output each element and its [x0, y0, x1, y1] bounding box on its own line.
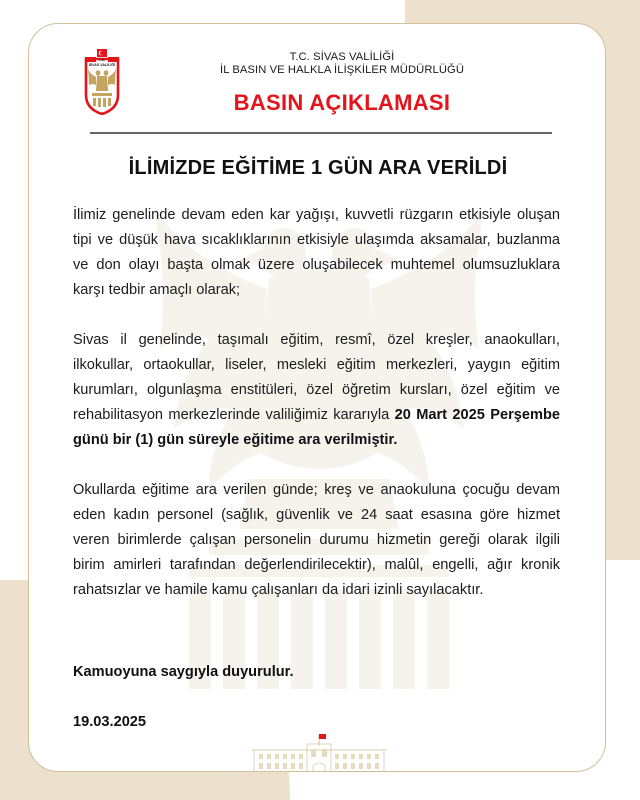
- department-name: İL BASIN VE HALKLA İLİŞKİLER MÜDÜRLÜĞÜ: [220, 63, 464, 76]
- paragraph-3: Okullarda eğitime ara verilen günde; kreş ve anaokuluna çocuğu devam eden kadın personel (sağlık, güvenlik ve 24 saat esasına göre hizmet veren birimlerde çalışan personelin durumu hizmetin gereği olarak ilgili birim amirleri tarafından değerlendirilecektir), malûl, engelli, ağır kronik rahatsızlar ve hamile kamu çalışanları da idari izinli sayılacaktır.: [73, 482, 560, 598]
- svg-text:T.C.: T.C.: [98, 58, 106, 62]
- highlighted-decision: 20 Mart 2025 Perşembe günü bir (1) gün süreyle eğitime ara verilmiştir.: [73, 407, 560, 448]
- organization-name: T.C. SİVAS VALİLİĞİ: [289, 51, 395, 63]
- closing-statement: Kamuoyuna saygıyla duyurulur.: [73, 664, 294, 680]
- header-divider: [90, 132, 552, 134]
- document-type-heading: BASIN AÇIKLAMASI: [233, 90, 451, 115]
- document-card: [28, 23, 606, 772]
- svg-text:SİVAS VALİLİĞİ: SİVAS VALİLİĞİ: [88, 63, 116, 67]
- organization-header: [29, 51, 606, 76]
- page-title: İLİMİZDE EĞİTİME 1 GÜN ARA VERİLDİ: [128, 157, 508, 179]
- paragraph-1: İlimiz genelinde devam eden kar yağışı, kuvvetli rüzgarın etkisiyle oluşan tipi ve düşük hava sıcaklıklarının etkisiyle ulaşımda aksamalar, buzlanma ve don olayı başta olmak üzere oluşabilecek muhtemel olumsuzluklara karşı tedbir amaçlı olarak;: [73, 207, 560, 298]
- paragraph-2: Sivas il genelinde, taşımalı eğitim, resmî, özel kreşler, anaokulları, ilkokullar, ortaokullar, liseler, mesleki eğitim merkezleri, yaygın eğitim kurumları, olgunlaşma enstitüleri, özel öğretim kursları, özel eğitim ve rehabilitasyon merkezlerinde valiliğimiz kararıyla 20 Mart 2025 Perşembe günü bir (1) gün süreyle eğitime ara verilmiştir.: [73, 332, 560, 448]
- document-date: 19.03.2025: [73, 714, 147, 730]
- government-building-icon: [249, 732, 389, 772]
- document-body: [73, 203, 560, 628]
